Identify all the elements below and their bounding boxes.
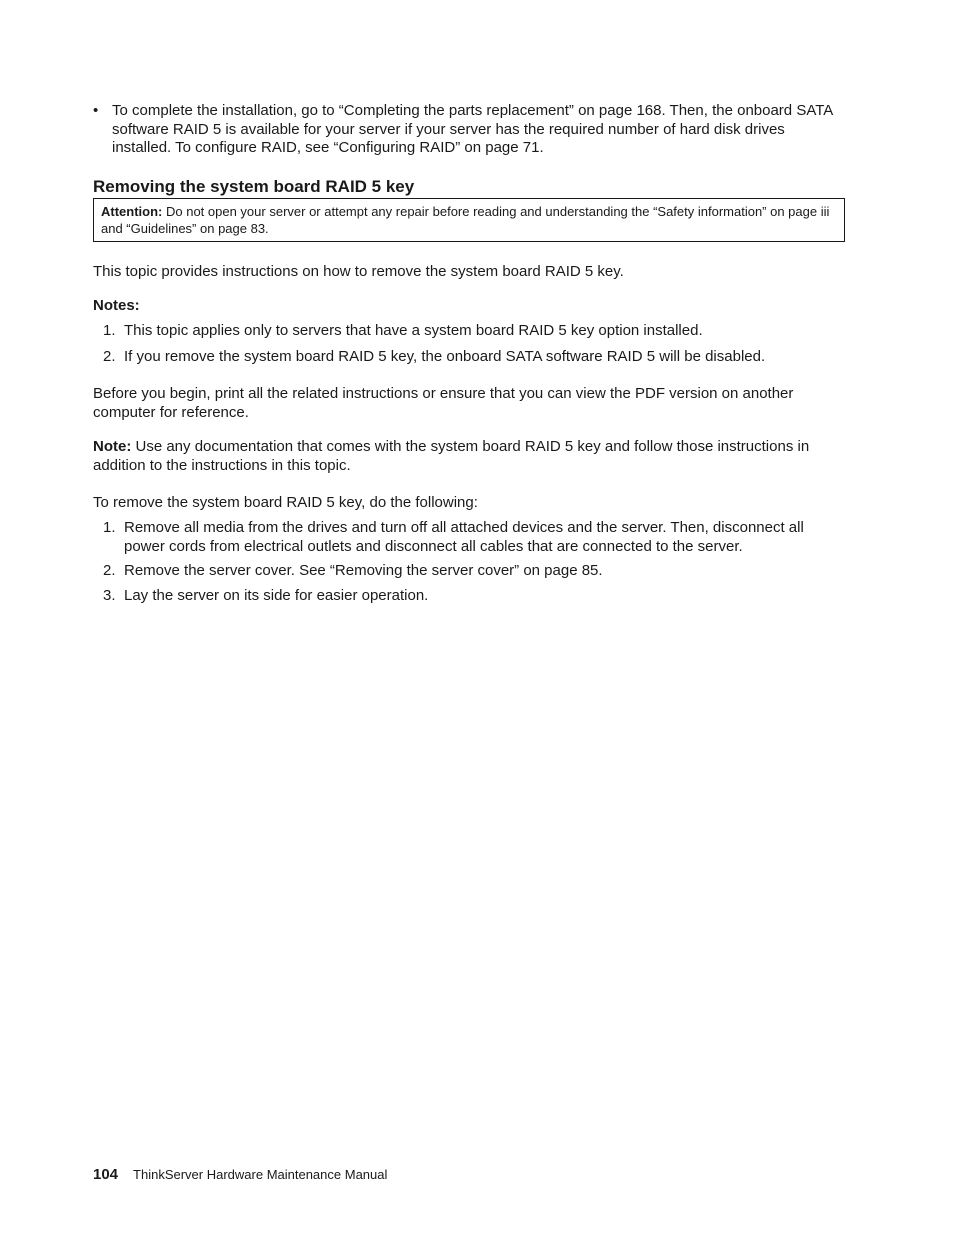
attention-text: Do not open your server or attempt any repair before reading and understanding the “Safety information” on page iii and “Guidelines” on page 83. [101, 204, 830, 236]
list-item [93, 322, 845, 341]
topic-paragraph: This topic provides instructions on how to remove the system board RAID 5 key. [93, 263, 624, 280]
bullet-item [93, 102, 845, 158]
page-number: 104 [93, 1166, 119, 1183]
note-text: Use any documentation that comes with the system board RAID 5 key and follow those instructions in addition to the instructions in this topic. [93, 438, 810, 474]
list-number: 1. [103, 519, 116, 536]
bullet-text: To complete the installation, go to “Completing the parts replacement” on page 168. Then, the onboard SATA software RAID 5 is available for your server if your server has the required number of hard disk drives installed. To configure RAID, see “Configuring RAID” on page 71. [112, 102, 833, 156]
attention-box [93, 198, 845, 242]
bullet-marker: • [93, 102, 99, 119]
list-item [93, 348, 845, 367]
notes-title: Notes: [93, 297, 140, 314]
note-label: Note: [93, 438, 132, 455]
list-item [93, 519, 845, 556]
list-text: This topic applies only to servers that have a system board RAID 5 key option installed. [124, 322, 703, 339]
attention-label: Attention: [101, 204, 163, 219]
list-text: Remove all media from the drives and turn off all attached devices and the server. Then, disconnect all power cords from electrical outlets and disconnect all cables that are connected to the server. [124, 519, 804, 555]
section-heading: Removing the system board RAID 5 key [93, 177, 415, 196]
list-text: If you remove the system board RAID 5 key, the onboard SATA software RAID 5 will be disabled. [124, 347, 766, 365]
steps-list [93, 519, 845, 605]
list-text: Lay the server on its side for easier operation. [124, 586, 429, 604]
list-number: 3. [103, 586, 116, 604]
intro-bullet [93, 102, 845, 158]
steps-intro: To remove the system board RAID 5 key, do the following: [93, 494, 478, 511]
list-number: 1. [103, 322, 116, 339]
manual-title: ThinkServer Hardware Maintenance Manual [133, 1167, 388, 1182]
list-item [93, 587, 845, 606]
list-number: 2. [103, 347, 116, 365]
list-text: Remove the server cover. See “Removing the server cover” on page 85. [124, 562, 603, 579]
notes-list [93, 322, 845, 366]
list-item [93, 562, 845, 581]
before-paragraph: Before you begin, print all the related instructions or ensure that you can view the PDF version on another computer for reference. [93, 385, 794, 421]
page-footer [93, 1165, 387, 1185]
note-paragraph [93, 438, 845, 475]
list-number: 2. [103, 562, 116, 579]
